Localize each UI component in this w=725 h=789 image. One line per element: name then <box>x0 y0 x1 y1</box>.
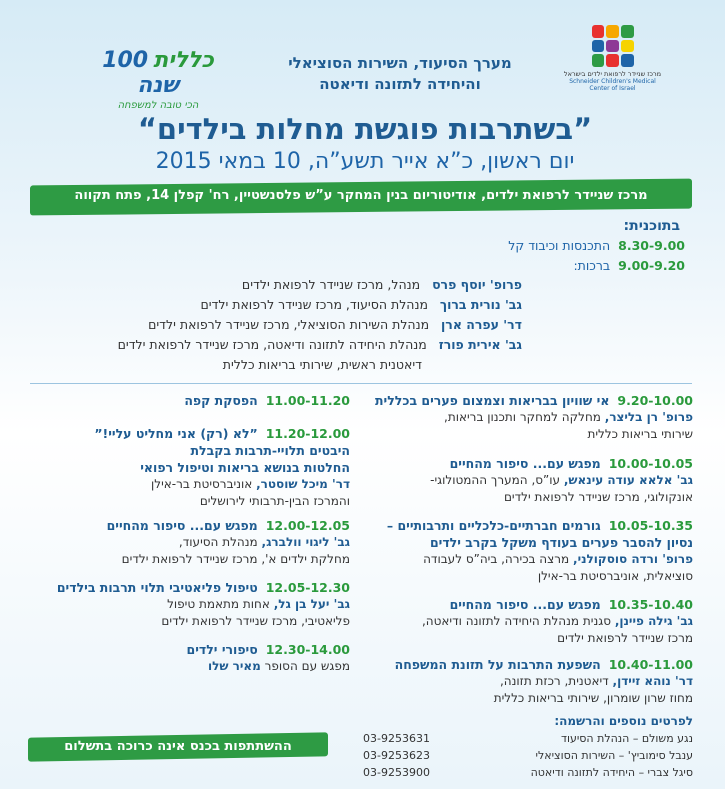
lecturer-org: מחלקת ילדים א', מרכז שניידר לרפואת ילדים <box>121 552 350 566</box>
org-line-1: מערך הסיעוד, השירות הסוציאלי <box>288 54 512 72</box>
item-time: 12.30-14.00 <box>265 642 350 657</box>
item-title: הפסקת קפה <box>184 393 258 408</box>
clalit-name: כללית <box>153 48 214 73</box>
lecturer-org: והמרכז הבין-תרבותי לירושלים <box>199 494 350 508</box>
lecturer-role: דיאטנית, רכזת תזונה, <box>499 674 613 688</box>
contact-row <box>363 749 693 762</box>
item-title: ”לא (רק) אני מחליט עליי!” <box>94 426 258 441</box>
program-item <box>373 455 693 506</box>
speaker <box>242 277 522 292</box>
lecturer-role: מפגש עם הסופר <box>260 659 350 673</box>
lecturer-name: גב' אלאא עודה עינאש, <box>563 473 693 487</box>
clalit-logo <box>78 48 238 111</box>
speaker <box>118 337 522 352</box>
speaker-role: מנהלת הסיעוד, מרכז שניידר לרפואת ילדים <box>200 297 428 312</box>
program-item <box>30 425 350 510</box>
program-item <box>30 641 350 675</box>
venue: מרכז שניידר לרפואת ילדים, אודיטוריום בנין המחקר ע”ש פלסנשטיין, רח' קפלן 14, פתח תקווה <box>74 188 648 203</box>
item-title-3: החלטות בנושא בריאות וטיפול רפואי <box>140 460 350 475</box>
contact-name: סיגל צברי – היחידה לתזונה ודיאטה <box>530 766 693 779</box>
program-item <box>30 392 350 409</box>
program-item <box>30 579 350 630</box>
greetings-label: ברכות: <box>573 258 611 273</box>
clalit-slogan: הכי טובה למשפחה <box>117 100 199 111</box>
schneider-logo <box>560 25 665 92</box>
info-title: לפרטים נוספים והרשמה: <box>554 714 693 728</box>
organizers <box>270 53 530 95</box>
schneider-name-en: Schneider Children's Medical Center of Israel <box>569 78 656 92</box>
speaker-role: מנהלת השירות הסוציאלי, מרכז שניידר לרפואת ילדים <box>148 317 430 332</box>
speaker-name: גב' נורית ברוך <box>439 297 522 312</box>
schneider-name-he: מרכז שניידר לרפואת ילדים בישראל <box>563 70 662 78</box>
contact-name: נגע משולם – הנהלת הסיעוד <box>560 732 693 745</box>
item-title: מפגש עם... סיפור מהחיים <box>106 518 258 533</box>
lecturer-role: אחות מתאמת טיפול <box>167 597 274 611</box>
lecturer-org: פליאטיבי, מרכז שניידר לרפואת ילדים <box>161 614 350 628</box>
program-title: בתוכנית: <box>623 218 680 234</box>
greetings-row <box>573 258 685 273</box>
item-time: 11.20-12.00 <box>265 426 350 441</box>
item-time: 12.00-12.05 <box>265 518 350 533</box>
lecturer-role: מרצה בכירה, ביה”ס לעבודה <box>423 552 574 566</box>
item-title: אי שוויון בבריאות וצמצום פערים בכללית <box>375 393 610 408</box>
divider <box>30 383 692 384</box>
lecturer-org: מרכז שניידר לרפואת ילדים <box>557 631 693 645</box>
lecturer-name: גב' יעל בן גל, <box>273 597 350 611</box>
lecturer-name: פרופ' רן בליצר, <box>604 410 693 424</box>
speaker-role: מנהלת היחידה לתזונה ודיאטה, מרכז שניידר לרפואת ילדים <box>117 337 427 352</box>
program-item <box>373 656 693 707</box>
lecturer-role: עו”ס, המערך ההמטולוגי- <box>430 473 564 487</box>
lecturer-role: מחלקה למחקר ותכנון בריאות, <box>444 410 605 424</box>
item-time: 10.00-10.05 <box>608 456 693 471</box>
event-date: יום ראשון, כ”א אייר תשע”ה, 10 במאי 2015 <box>155 149 575 174</box>
puzzle-icon <box>592 25 634 67</box>
item-time: 10.40-11.00 <box>608 657 693 672</box>
item-time: 11.00-11.20 <box>265 393 350 408</box>
greetings-time: 9.00-9.20 <box>618 258 685 273</box>
speaker <box>200 297 522 312</box>
speaker-role: דיאטנית ראשית, שירותי בריאות כללית <box>222 357 422 372</box>
lecturer-org: אונקולוגי, מרכז שניידר לרפואת ילדים <box>503 490 693 504</box>
registration-row <box>508 238 685 253</box>
lecturer-name: גב' גילה פיינן, <box>614 614 693 628</box>
item-title-2: היבטים תלויי-תרבות בקבלת <box>190 443 350 458</box>
program-item <box>373 392 693 443</box>
lecturer-role: מנהלת הסיעוד, <box>178 535 262 549</box>
contact-phone: 03-9253623 <box>363 749 430 762</box>
page-title: ”בשתרבות פוגשת מחלות בילדים“ <box>137 112 593 146</box>
contact-row <box>363 766 693 779</box>
contact-name: ענבל סימוביץ' – השירות הסוציאלי <box>535 749 693 762</box>
contact-row <box>363 732 693 745</box>
org-line-2: והיחידה לתזונה ודיאטה <box>319 75 481 93</box>
lecturer-name: גב' ליגוי וולברג, <box>261 535 350 549</box>
registration-time: 8.30-9.00 <box>618 238 685 253</box>
lecturer-org: סוציאלית, אוניברסיטת בר-אילן <box>537 569 693 583</box>
program-item <box>373 596 693 647</box>
item-title: מפגש עם... סיפור מהחיים <box>449 456 601 471</box>
free-participation: ההשתתפות בכנס אינה כרוכה בתשלום <box>64 739 292 754</box>
lecturer-org: שירותי בריאות כללית <box>587 427 693 441</box>
lecturer-name: דר' נוהא זיידן, <box>612 674 693 688</box>
registration-label: התכנסות וכיבוד קל <box>508 238 611 253</box>
lecturer-role: סגנית מנהלת היחידה לתזונה ודיאטה, <box>421 614 615 628</box>
item-title: סיפורי ילדים <box>186 642 258 657</box>
item-time: 9.20-10.00 <box>617 393 693 408</box>
item-time: 12.05-12.30 <box>265 580 350 595</box>
item-title: גורמים חברתיים-כלכליים ותרבותיים – <box>386 518 601 533</box>
speaker-name: דר' עפרה ארן <box>441 317 522 332</box>
speaker-name: גב' אירית פורז <box>438 337 522 352</box>
clalit-years: 100 שנה <box>102 48 179 98</box>
item-title: טיפול פליאטיבי תלוי תרבות בילדים <box>56 580 258 595</box>
contact-phone: 03-9253631 <box>363 732 430 745</box>
item-title: השפעת התרבות על תזונת המשפחה <box>394 657 601 672</box>
speaker <box>148 317 522 332</box>
lecturer-role: אוניברסיטת בר-אילן <box>151 477 257 491</box>
speaker-name: פרופ' יוסף פרס <box>432 277 522 292</box>
item-time: 10.05-10.35 <box>608 518 693 533</box>
contact-phone: 03-9253900 <box>363 766 430 779</box>
item-title: מפגש עם... סיפור מהחיים <box>449 597 601 612</box>
lecturer-org: מחוז שרון שומרון, שירותי בריאות כללית <box>493 691 693 705</box>
lecturer-name: מאיר שלו <box>207 659 261 673</box>
speaker <box>223 357 422 372</box>
program-item <box>373 517 693 585</box>
speaker-role: מנהל, מרכז שניידר לרפואת ילדים <box>241 277 421 292</box>
lecturer-name: דר' מיכל שוסטר, <box>256 477 350 491</box>
lecturer-name: פרופ' ורדה סוסקולני, <box>573 552 693 566</box>
item-title-2: נסיון להסבר פערים בעודף משקל בקרב ילדים <box>429 535 693 550</box>
item-time: 10.35-10.40 <box>608 597 693 612</box>
program-item <box>30 517 350 568</box>
